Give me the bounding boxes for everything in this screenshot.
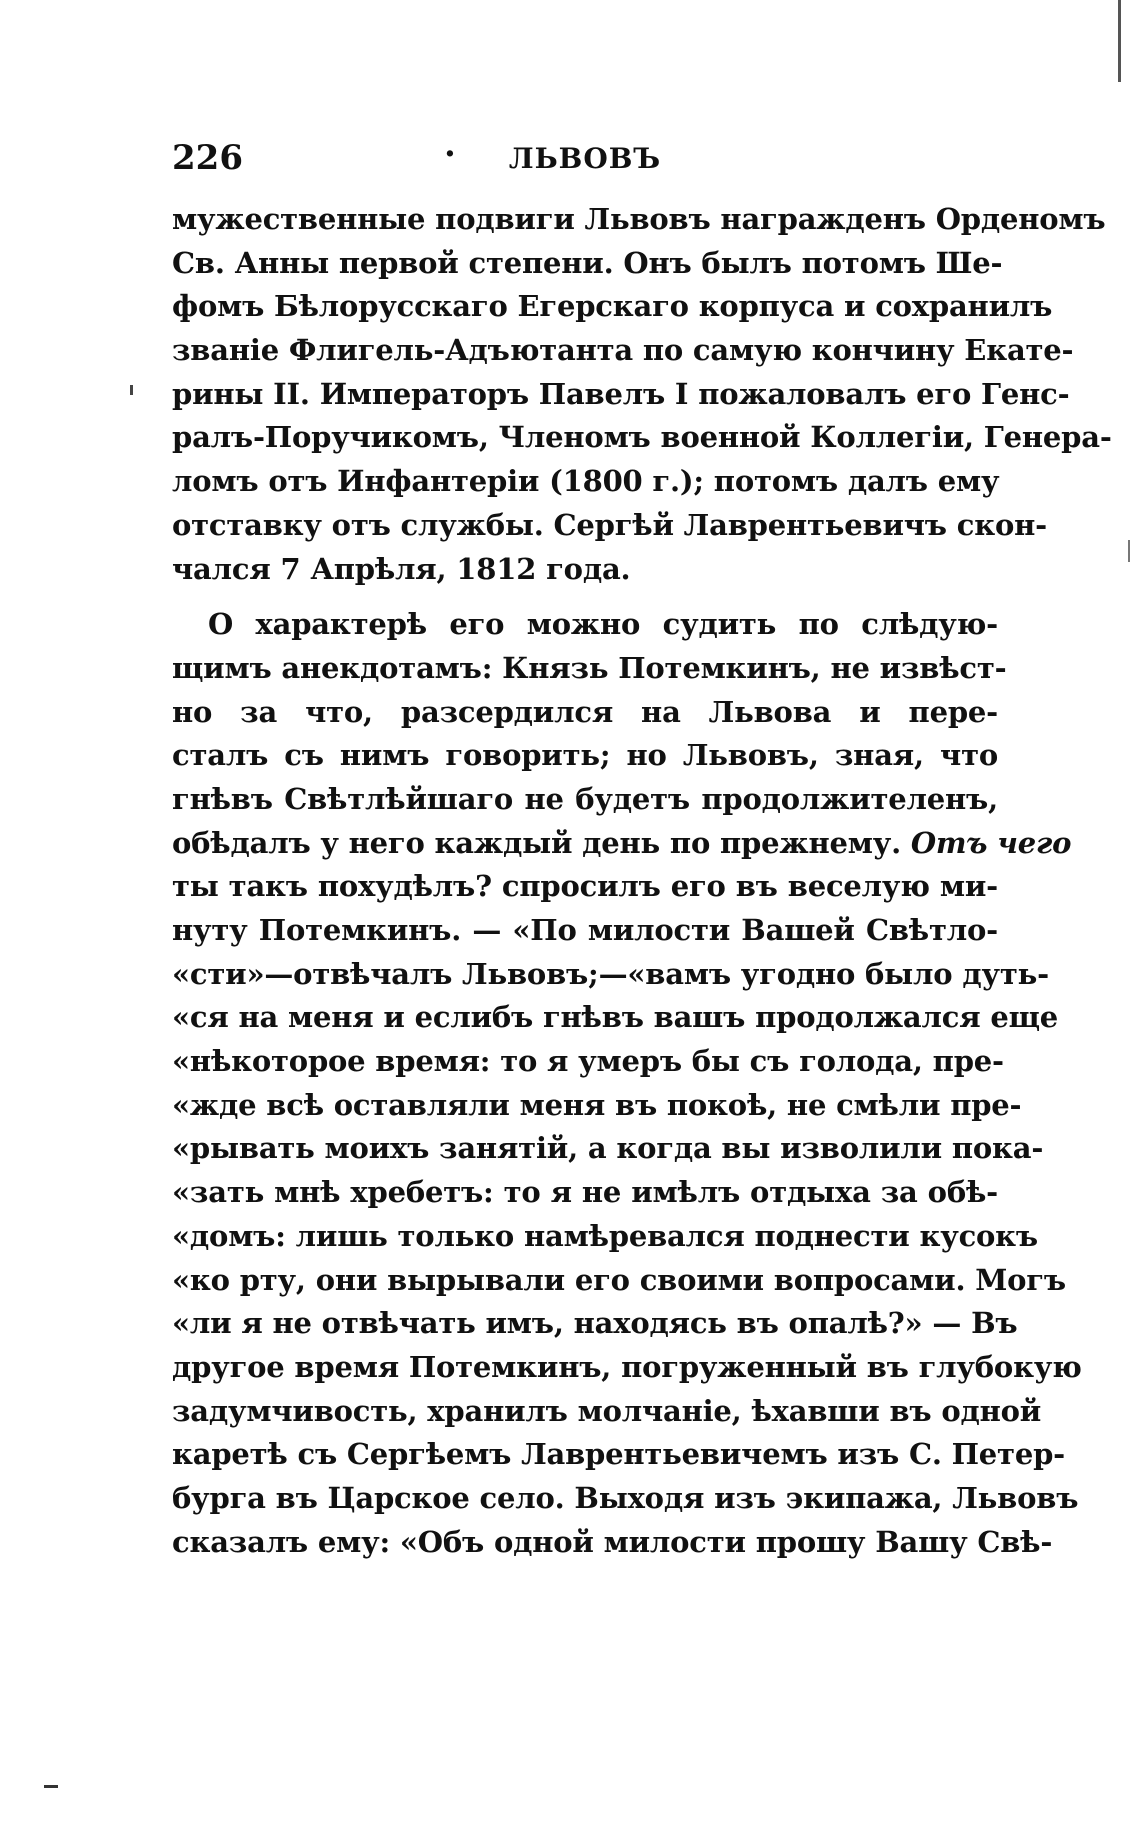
text-line: задумчивость, хранилъ молчаніе, ѣхавши въ одной <box>172 1393 1042 1428</box>
scan-speck <box>44 1785 58 1788</box>
text-line: «ся на меня и еслибъ гнѣвъ вашъ продолжался еще <box>172 1000 1059 1035</box>
text-line: званіе Флигель-Адъютанта по самую кончину Екате- <box>172 333 1074 368</box>
scan-speck <box>130 385 133 395</box>
text-line: щимъ анекдотамъ: Князь Потемкинъ, не извѣст- <box>172 650 1007 685</box>
text-line: «сти»—отвѣчалъ Львовъ;—«вамъ угодно было дуть- <box>172 956 1049 991</box>
text-line-with-italic <box>172 822 1072 866</box>
text-line: Св. Анны первой степени. Онъ былъ потомъ Ше- <box>172 245 1003 280</box>
scan-speck <box>1128 540 1130 562</box>
text-line: «домъ: лишь только намѣревался поднести кусокъ <box>172 1218 1038 1253</box>
line-text: обѣдалъ у него каждый день по прежнему. <box>172 825 901 860</box>
text-line: О характерѣ его можно судить по слѣдую- <box>208 607 998 642</box>
text-line: ты такъ похудѣлъ? спросилъ его въ веселую ми- <box>172 869 998 904</box>
text-line: «рывать моихъ занятій, а когда вы изволили пока- <box>172 1131 1044 1166</box>
text-line: каретѣ съ Сергѣемъ Лаврентьевичемъ изъ С. Петер- <box>172 1437 1065 1472</box>
text-line: «жде всѣ оставляли меня въ покоѣ, не смѣли пре- <box>172 1087 1022 1122</box>
text-line: «ко рту, они вырывали его своими вопросами. Могъ <box>172 1262 1066 1297</box>
paragraph-1 <box>172 198 1112 591</box>
running-title: ЛЬВОВЪ <box>508 142 662 175</box>
text-line: нуту Потемкинъ. — «По милости Вашей Свѣтло- <box>172 913 998 947</box>
header-separator: · <box>444 134 456 174</box>
italic-phrase: Отъ чего <box>910 825 1072 860</box>
text-line: ралъ-Поручикомъ, Членомъ военной Коллегіи, Генера- <box>172 420 1112 455</box>
text-line: рины II. Императоръ Павелъ I пожаловалъ его Генс- <box>172 376 1070 411</box>
text-line: мужественные подвиги Львовъ награжденъ Орденомъ <box>172 202 1106 236</box>
paragraph-2 <box>172 603 1082 1564</box>
text-line: гнѣвъ Свѣтлѣйшаго не будетъ продолжителенъ, <box>172 781 998 816</box>
text-line: фомъ Бѣлорусскаго Егерскаго корпуса и сохранилъ <box>172 289 1053 324</box>
text-line: чался 7 Апрѣля, 1812 года. <box>172 551 631 586</box>
text-line: отставку отъ службы. Сергѣй Лаврентьевичъ скон- <box>172 507 1047 542</box>
page-number: 226 <box>172 138 243 178</box>
text-line: бурга въ Царское село. Выходя изъ экипажа, Львовъ <box>172 1480 1079 1515</box>
text-line: «ли я не отвѣчать имъ, находясь въ опалѣ?» — Въ <box>172 1306 1018 1341</box>
text-line: сказалъ ему: «Объ одной милости прошу Вашу Свѣ- <box>172 1524 1053 1559</box>
text-line: но за что, разсердился на Львова и пере- <box>172 694 998 729</box>
text-line: ломъ отъ Инфантеріи (1800 г.); потомъ далъ ему <box>172 464 1000 499</box>
text-line: другое время Потемкинъ, погруженный въ глубокую <box>172 1349 1082 1384</box>
text-line: сталъ съ нимъ говорить; но Львовъ, зная, что <box>172 738 998 773</box>
text-line: «зать мнѣ хребетъ: то я не имѣлъ отдыха за обѣ- <box>172 1175 998 1210</box>
text-line: «нѣкоторое время: то я умеръ бы съ голода, пре- <box>172 1044 1004 1079</box>
scan-speck <box>1118 0 1121 82</box>
page-header <box>172 134 998 188</box>
body-text <box>172 198 1112 1564</box>
